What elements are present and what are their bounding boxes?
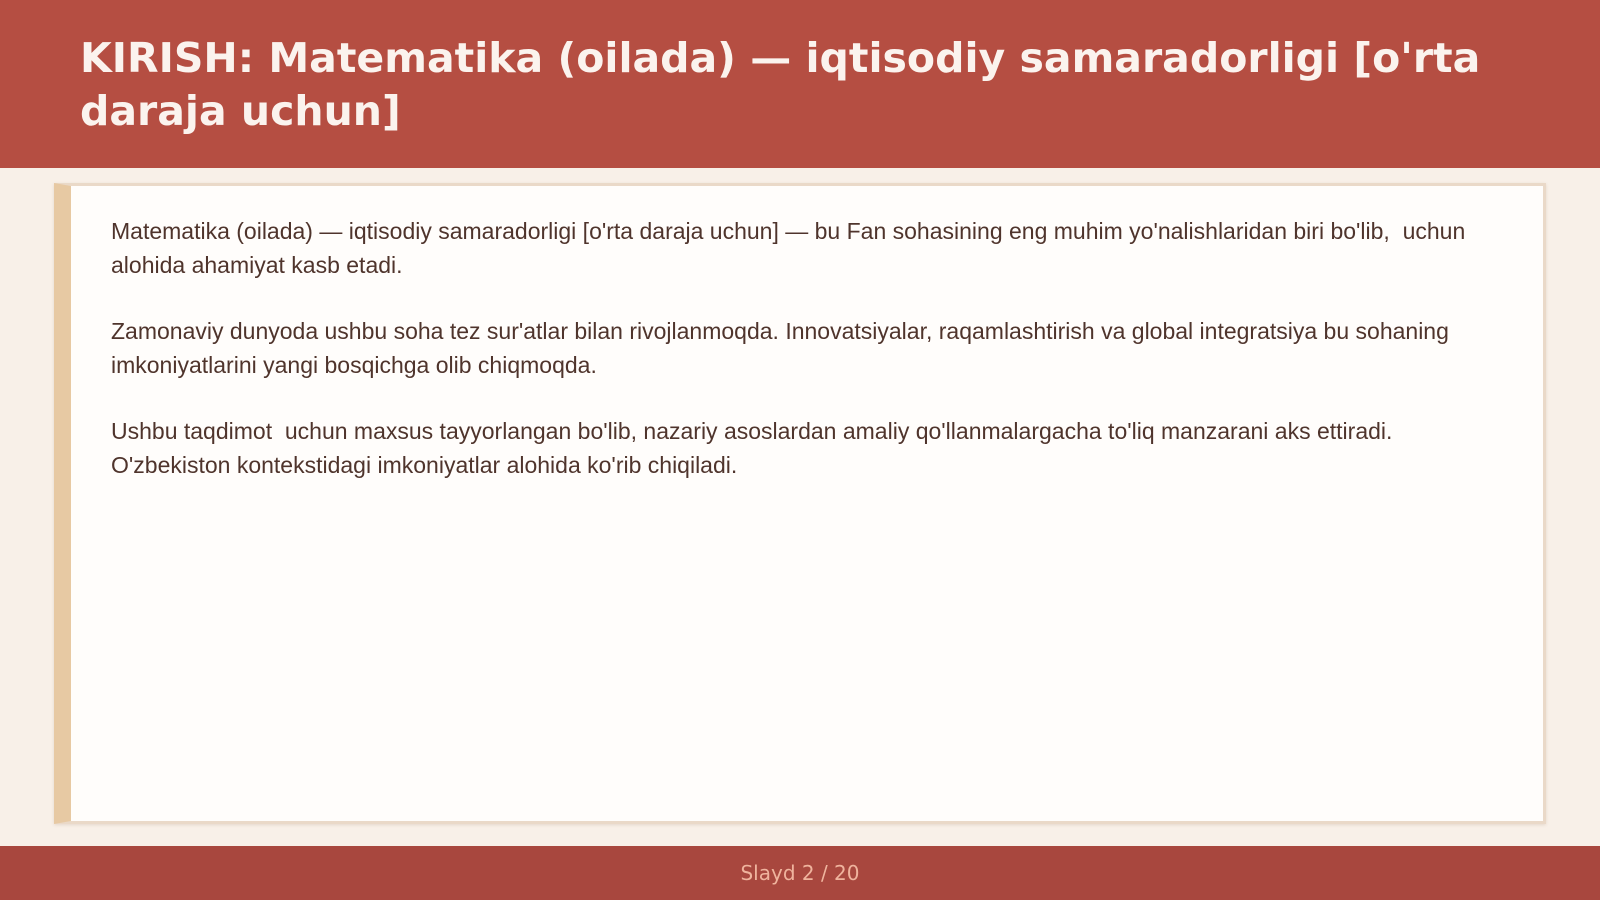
content-body: [111, 214, 1491, 514]
slide-title: KIRISH: Matematika (oilada) — iqtisodiy samaradorligi [o'rta daraja uchun]: [80, 34, 1481, 135]
slide-footer: [0, 846, 1600, 900]
slide-header: [0, 0, 1600, 168]
paragraph-presentation-purpose: Ushbu taqdimot uchun maxsus tayyorlangan bo'lib, nazariy asoslardan amaliy qo'llanmalargacha to'liq manzarani aks ettiradi. O'zbekiston kontekstidagi imkoniyatlar alohida ko'rib chiqiladi.: [111, 418, 1399, 478]
content-card: [54, 183, 1546, 824]
slide-counter: Slayd 2 / 20: [740, 861, 860, 885]
paragraph-modern-world: Zamonaviy dunyoda ushbu soha tez sur'atlar bilan rivojlanmoqda. Innovatsiyalar, raqamlashtirish va global integratsiya bu sohaning imkoniyatlarini yangi bosqichga olib chiqmoqda.: [111, 318, 1456, 378]
paragraph-intro: Matematika (oilada) — iqtisodiy samaradorligi [o'rta daraja uchun] — bu Fan sohasining eng muhim yo'nalishlaridan biri bo'lib, uchun alohida ahamiyat kasb etadi.: [111, 218, 1472, 278]
